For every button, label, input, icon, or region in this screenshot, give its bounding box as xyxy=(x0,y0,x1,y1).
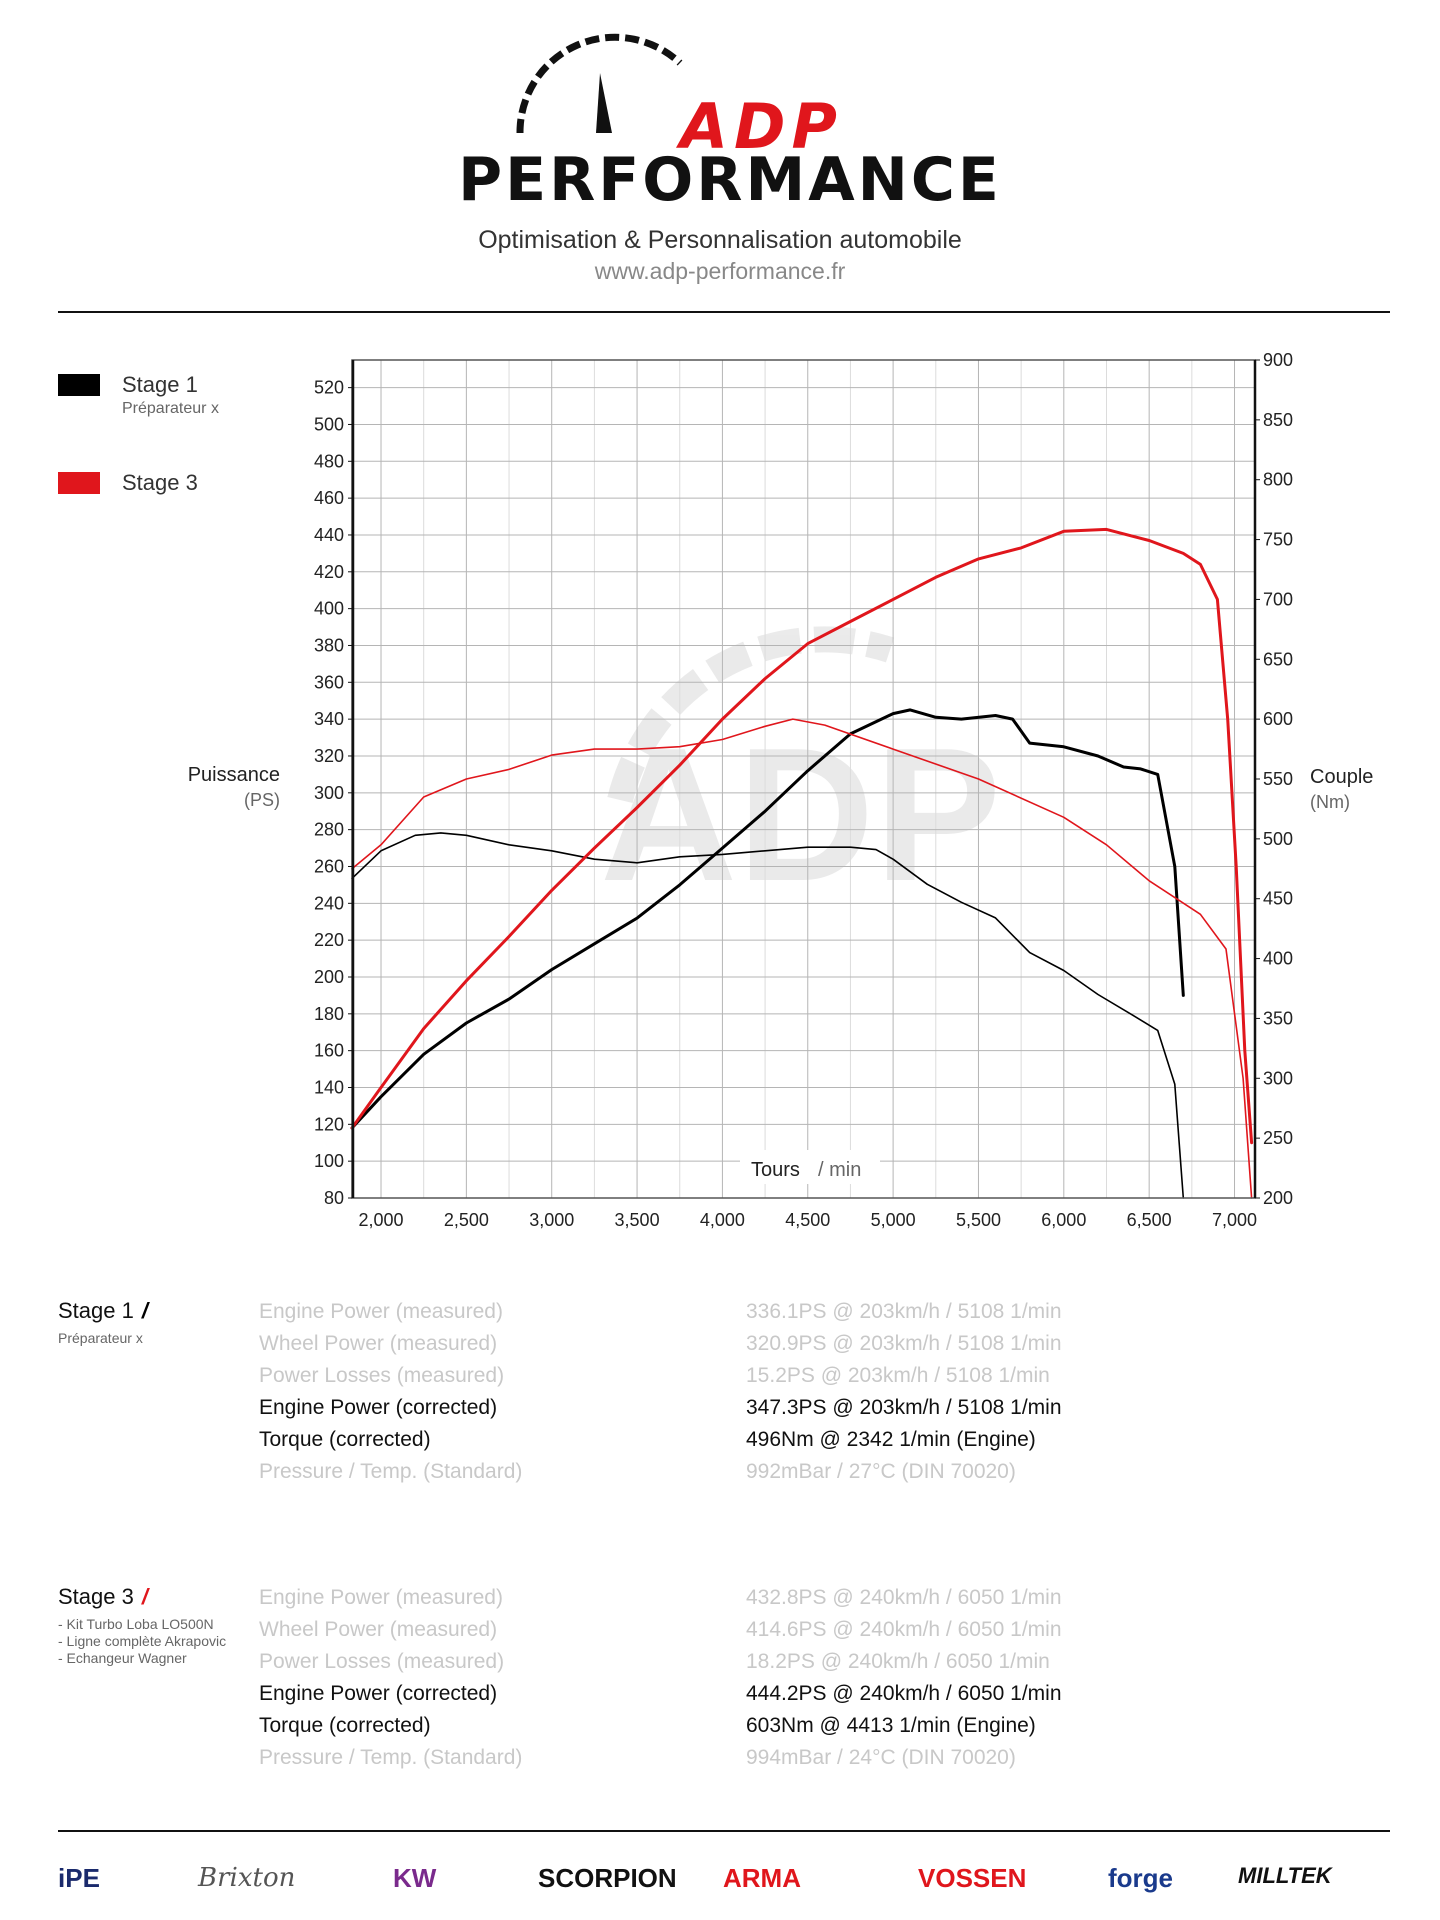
watermark xyxy=(600,639,1001,921)
left-tick-label: 460 xyxy=(313,488,344,509)
footer-divider xyxy=(58,1830,1390,1832)
left-axis-title: Puissance xyxy=(187,764,280,786)
x-tick-label: 3,500 xyxy=(614,1210,660,1230)
right-tick-label: 850 xyxy=(1263,409,1294,430)
left-tick-label: 220 xyxy=(313,930,344,951)
legend-label-stage3: Stage 3 xyxy=(122,470,198,495)
watermark-text: ADP xyxy=(600,709,1002,921)
result-label: Engine Power (corrected) xyxy=(259,1682,498,1705)
left-tick-label: 80 xyxy=(323,1188,344,1208)
sponsor-logo-vossen: VOSSEN xyxy=(918,1863,1027,1893)
x-tick-label: 4,500 xyxy=(785,1210,831,1230)
right-tick-label: 700 xyxy=(1263,589,1294,610)
sponsor-logo-arma: ARMA xyxy=(723,1863,801,1893)
x-axis-unit: / min xyxy=(818,1159,862,1181)
left-tick-label: 240 xyxy=(313,893,344,914)
right-tick-label: 300 xyxy=(1263,1068,1294,1089)
result-label: Engine Power (measured) xyxy=(259,1300,503,1323)
x-tick-label: 6,000 xyxy=(1041,1210,1087,1230)
sponsor-logo-milltek: MILLTEK xyxy=(1238,1863,1332,1888)
right-tick-label: 900 xyxy=(1263,350,1294,370)
x-tick-label: 4,000 xyxy=(699,1210,745,1230)
left-tick-label: 500 xyxy=(313,414,344,435)
stage-slash-icon: / xyxy=(141,1298,148,1323)
result-label: Power Losses (measured) xyxy=(259,1364,505,1387)
sponsor-logos xyxy=(58,1855,1390,1905)
legend-label-stage1: Stage 1 xyxy=(122,372,198,397)
right-axis-unit: (Nm) xyxy=(1310,792,1350,812)
result-value: 994mBar / 24°C (DIN 70020) xyxy=(746,1746,1016,1769)
right-tick-label: 450 xyxy=(1263,888,1294,909)
tagline: Optimisation & Personnalisation automobile xyxy=(478,226,962,254)
brand-main: PERFORMANCE xyxy=(458,145,1002,215)
results-stage-note: - Echangeur Wagner xyxy=(58,1650,187,1666)
left-tick-label: 360 xyxy=(313,672,344,693)
right-tick-label: 250 xyxy=(1263,1128,1294,1149)
x-tick-label: 7,000 xyxy=(1211,1210,1258,1230)
left-tick-label: 520 xyxy=(313,377,344,398)
left-tick-label: 320 xyxy=(313,745,344,766)
right-tick-label: 200 xyxy=(1263,1188,1294,1208)
x-tick-label: 3,000 xyxy=(529,1210,575,1230)
left-tick-label: 160 xyxy=(313,1040,344,1061)
result-value: 347.3PS @ 203km/h / 5108 1/min xyxy=(746,1396,1062,1419)
left-tick-label: 380 xyxy=(313,635,344,656)
result-value: 320.9PS @ 203km/h / 5108 1/min xyxy=(746,1332,1062,1355)
left-axis-unit: (PS) xyxy=(244,790,280,810)
result-label: Engine Power (measured) xyxy=(259,1586,503,1609)
result-value: 444.2PS @ 240km/h / 6050 1/min xyxy=(746,1682,1062,1705)
sponsor-logo-kw: KW xyxy=(393,1863,437,1893)
brand-top: ADP xyxy=(680,90,843,163)
results-stage-note: - Ligne complète Akrapovic xyxy=(58,1633,227,1649)
result-label: Pressure / Temp. (Standard) xyxy=(259,1746,523,1769)
result-value: 992mBar / 27°C (DIN 70020) xyxy=(746,1460,1016,1483)
left-tick-label: 280 xyxy=(313,819,344,840)
x-axis-title: Tours xyxy=(751,1159,800,1181)
results-stage-note: - Kit Turbo Loba LO500N xyxy=(58,1616,214,1632)
left-tick-label: 120 xyxy=(313,1114,344,1135)
result-label: Engine Power (corrected) xyxy=(259,1396,498,1419)
left-tick-label: 180 xyxy=(313,1003,344,1024)
results-stage-title: Stage 1 / xyxy=(58,1298,148,1323)
x-tick-label: 5,500 xyxy=(955,1210,1001,1230)
left-tick-label: 440 xyxy=(313,524,344,545)
left-tick-label: 140 xyxy=(313,1077,344,1098)
result-label: Wheel Power (measured) xyxy=(259,1332,498,1355)
x-tick-label: 5,000 xyxy=(870,1210,916,1230)
sponsor-logo-brixton: Brixton xyxy=(198,1863,296,1893)
x-tick-label: 6,500 xyxy=(1126,1210,1172,1230)
result-label: Pressure / Temp. (Standard) xyxy=(259,1460,523,1483)
result-label: Torque (corrected) xyxy=(259,1428,431,1451)
sponsor-logo-ipe: iPE xyxy=(58,1863,100,1893)
result-value: 496Nm @ 2342 1/min (Engine) xyxy=(746,1428,1036,1451)
left-tick-label: 420 xyxy=(313,561,344,582)
left-tick-label: 340 xyxy=(313,709,344,730)
result-value: 414.6PS @ 240km/h / 6050 1/min xyxy=(746,1618,1062,1641)
result-value: 432.8PS @ 240km/h / 6050 1/min xyxy=(746,1586,1062,1609)
result-label: Wheel Power (measured) xyxy=(259,1618,498,1641)
right-tick-label: 400 xyxy=(1263,948,1294,969)
right-tick-label: 750 xyxy=(1263,529,1294,550)
result-value: 18.2PS @ 240km/h / 6050 1/min xyxy=(746,1650,1050,1673)
result-label: Power Losses (measured) xyxy=(259,1650,505,1673)
right-tick-label: 800 xyxy=(1263,469,1294,490)
result-label: Torque (corrected) xyxy=(259,1714,431,1737)
result-value: 603Nm @ 4413 1/min (Engine) xyxy=(746,1714,1036,1737)
stage-slash-icon: / xyxy=(141,1584,148,1609)
legend-sub-stage1: Préparateur x xyxy=(122,400,219,417)
sponsor-logo-scorpion: SCORPION xyxy=(538,1863,677,1893)
results-stage-title: Stage 3 / xyxy=(58,1584,148,1609)
right-tick-label: 500 xyxy=(1263,828,1294,849)
right-tick-label: 650 xyxy=(1263,649,1294,670)
x-tick-label: 2,000 xyxy=(358,1210,404,1230)
results-stage-note: Préparateur x xyxy=(58,1330,143,1346)
right-axis-title: Couple xyxy=(1310,766,1374,788)
right-tick-label: 550 xyxy=(1263,769,1294,789)
result-value: 336.1PS @ 203km/h / 5108 1/min xyxy=(746,1300,1062,1323)
website-link[interactable]: www.adp-performance.fr xyxy=(594,258,846,284)
left-tick-label: 100 xyxy=(313,1151,344,1172)
result-value: 15.2PS @ 203km/h / 5108 1/min xyxy=(746,1364,1050,1387)
sponsor-logo-forge: forge xyxy=(1108,1863,1173,1893)
left-tick-label: 400 xyxy=(313,598,344,619)
right-tick-label: 350 xyxy=(1263,1008,1294,1029)
left-tick-label: 480 xyxy=(313,451,344,472)
right-tick-label: 600 xyxy=(1263,709,1294,730)
left-tick-label: 260 xyxy=(313,856,344,877)
left-tick-label: 300 xyxy=(313,782,344,803)
left-tick-label: 200 xyxy=(313,966,344,987)
x-tick-label: 2,500 xyxy=(443,1210,489,1230)
